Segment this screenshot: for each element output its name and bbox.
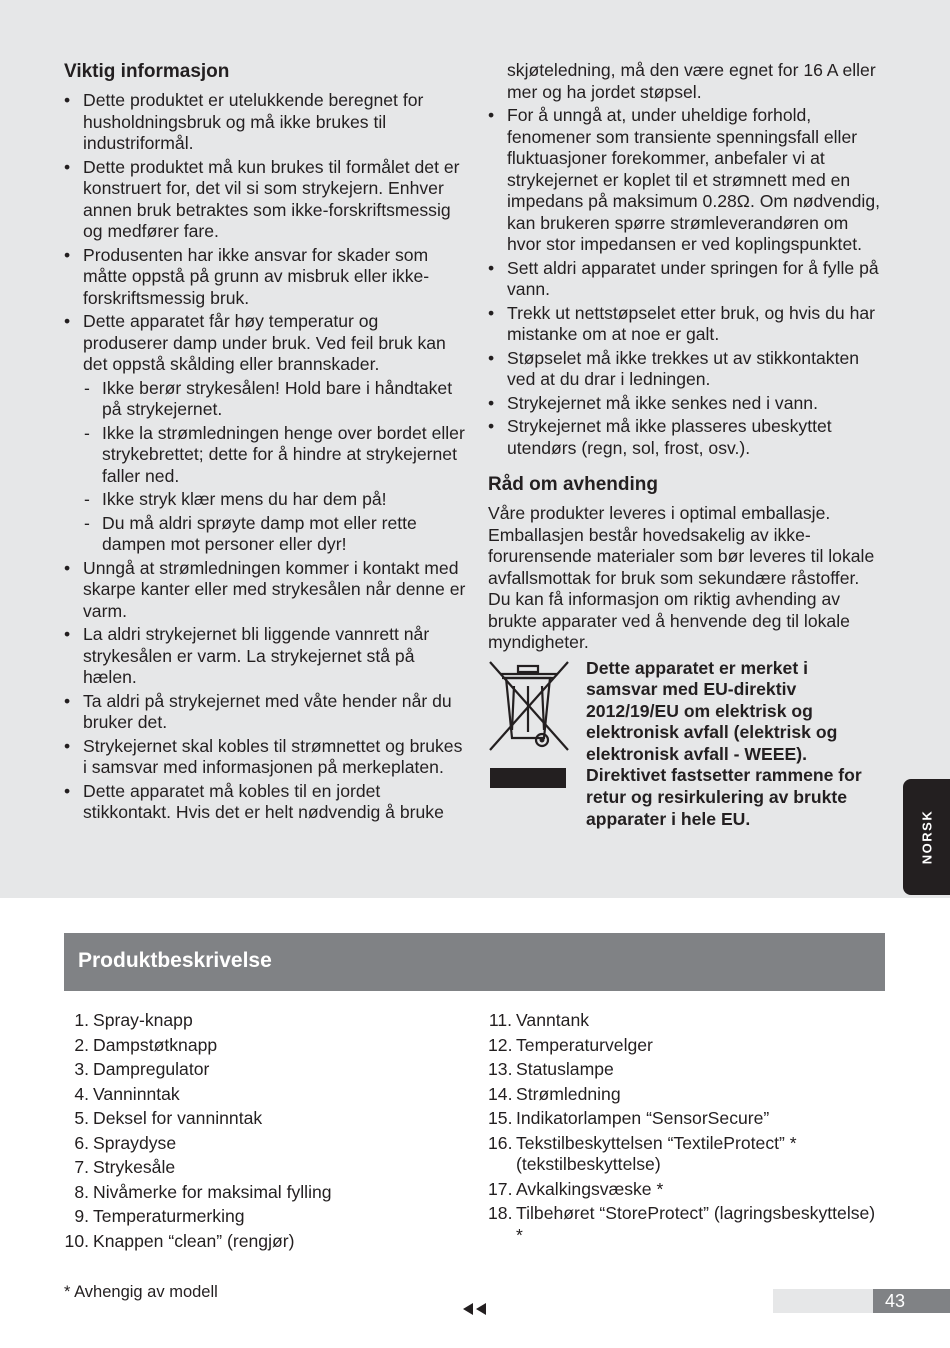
weee-notice (488, 658, 880, 831)
parts-list-left (64, 1010, 444, 1255)
part-list-item (488, 1133, 878, 1176)
bullet-list-item: • Dette produktet må kun brukes til formålet det er konstruert for, det vil si som strykejern. Enhver annen bruk betraktes som ikke-forskriftsmessig og medfører fare. (64, 157, 466, 243)
part-number: 6. (74, 1132, 89, 1153)
part-number: 8. (74, 1181, 89, 1202)
dash-list-item: - Du må aldri sprøyte damp mot eller rette dampen mot personer eller dyr! (64, 513, 466, 556)
part-number: 4. (74, 1083, 89, 1104)
part-label: Tilbehøret “StoreProtect” (lagringsbeskyttelse) * (516, 1203, 876, 1245)
dash-list-item: - Ikke stryk klær mens du har dem på! (64, 489, 466, 511)
part-number: 18. (488, 1203, 513, 1223)
part-list-item (64, 1084, 444, 1106)
bullet-list-item: • La aldri strykejernet bli liggende vannrett når strykesålen er varm. La strykejernet stå på hælen. (64, 624, 466, 689)
part-list-item (64, 1010, 444, 1032)
weee-text: Dette apparatet er merket i samsvar med EU-direktiv 2012/19/EU om elektrisk og elektronisk avfall (elektrisk og elektronisk avfall - WEEE). Direktivet fastsetter rammene for retur og resirkulering av brukte apparater i hele EU. (586, 657, 862, 829)
important-info-list-right (488, 60, 880, 459)
bullet-list-item: • Produsenten har ikke ansvar for skader som måtte oppstå på grunn av misbruk eller ikke-forskriftsmessig bruk. (64, 245, 466, 310)
part-label: Avkalkingsvæske * (516, 1178, 664, 1199)
part-label: Temperaturmerking (93, 1206, 245, 1226)
previous-page-icon[interactable] (462, 1302, 488, 1321)
page-number: 43 (885, 1291, 906, 1311)
part-list-item (488, 1203, 878, 1246)
disposal-paragraph: Våre produkter leveres i optimal emballasje. Emballasjen består hovedsakelig av ikke-forurensende materialer som bør leveres til lokale avfallsmottak for bruk som sekundære råstoffer. Du kan få informasjon om riktig avhending av brukte apparater ved å henvende deg til lokale myndigheter. (488, 503, 875, 652)
part-label: Deksel for vanninntak (93, 1108, 263, 1128)
part-label: Nivåmerke for maksimal fylling (93, 1181, 332, 1202)
part-label: Vanninntak (93, 1083, 180, 1104)
part-list-item (488, 1035, 878, 1057)
language-tab (903, 779, 950, 895)
part-list-item (64, 1157, 444, 1179)
important-info-column-right (488, 60, 880, 830)
part-label: Strømledning (516, 1083, 621, 1104)
part-number: 13. (488, 1059, 513, 1079)
part-number: 7. (74, 1157, 89, 1177)
part-label: Dampstøtknapp (93, 1034, 218, 1055)
important-info-list-left (64, 90, 466, 824)
part-label: Temperaturvelger (516, 1034, 653, 1055)
part-number: 15. (488, 1108, 513, 1128)
dash-list-item: - Ikke la strømledningen henge over bordet eller strykebrettet; dette for å hindre at strykejernet faller ned. (64, 423, 466, 488)
part-label: Indikatorlampen “SensorSecure” (516, 1108, 770, 1128)
part-number: 10. (64, 1230, 89, 1251)
part-list-item (64, 1108, 444, 1130)
part-label: Knappen “clean” (rengjør) (93, 1230, 295, 1251)
page-number-box (873, 1289, 950, 1313)
part-list-item (64, 1059, 444, 1081)
part-list-item (488, 1108, 878, 1130)
part-number: 2. (74, 1034, 89, 1055)
part-list-item (64, 1206, 444, 1228)
part-number: 3. (74, 1059, 89, 1079)
part-label: Statuslampe (516, 1059, 614, 1079)
part-number: 12. (488, 1034, 513, 1055)
bullet-list-item: • Dette produktet er utelukkende beregnet for husholdningsbruk og må ikke brukes til industriformål. (64, 90, 466, 155)
footnote: * Avhengig av modell (64, 1283, 218, 1301)
bullet-list-item: • Trekk ut nettstøpselet etter bruk, og hvis du har mistanke om at noe er galt. (488, 303, 880, 346)
part-label: Vanntank (516, 1010, 590, 1030)
bullet-list-item: • Ta aldri på strykejernet med våte hender når du bruker det. (64, 691, 466, 734)
important-info-column-left (64, 60, 466, 826)
part-list-item (64, 1133, 444, 1155)
part-number: 16. (488, 1132, 513, 1153)
part-label: Spraydyse (93, 1132, 177, 1153)
parts-list-right (488, 1010, 878, 1249)
crossed-out-wheelie-bin-icon (488, 660, 570, 788)
language-tab-label: NORSK (919, 809, 934, 865)
disposal-heading: Råd om avhending (488, 474, 658, 495)
part-number: 11. (488, 1010, 512, 1030)
product-description-title: Produktbeskrivelse (78, 949, 272, 972)
dash-list-item: - Ikke berør strykesålen! Hold bare i håndtaket på strykejernet. (64, 378, 466, 421)
part-list-item (64, 1035, 444, 1057)
part-label: Dampregulator (93, 1059, 210, 1079)
part-number: 9. (74, 1206, 89, 1226)
part-number: 14. (488, 1083, 513, 1104)
bullet-list-item: • Strykejernet må ikke senkes ned i vann. (488, 393, 880, 415)
bullet-list-item: • Støpselet må ikke trekkes ut av stikkontakten ved at du drar i ledningen. (488, 348, 880, 391)
bullet-list-item: • Sett aldri apparatet under springen for å fylle på vann. (488, 258, 880, 301)
part-list-item (488, 1010, 878, 1032)
part-list-item (64, 1231, 444, 1253)
part-label: Strykesåle (93, 1157, 176, 1177)
part-number: 1. (74, 1010, 89, 1030)
bullet-list-item: • Dette apparatet får høy temperatur og produserer damp under bruk. Ved feil bruk kan det oppstå skålding eller brannskader. (64, 311, 466, 376)
bullet-list-item: • For å unngå at, under uheldige forhold, fenomener som transiente spenningsfall eller fluktuasjoner forekommer, anbefaler vi at strykejernet er koplet til et strømnett med en impedans på maksimum 0.28Ω. Om nødvendig, kan brukeren spørre strømleverandøren om hvor stor impedansen er ved koplingspunktet. (488, 105, 880, 256)
bullet-list-item: • Strykejernet må ikke plasseres ubeskyttet utendørs (regn, sol, frost, osv.). (488, 416, 880, 459)
part-list-item (488, 1179, 878, 1201)
bullet-list-item: • Strykejernet skal kobles til strømnettet og brukes i samsvar med informasjonen på merkeplaten. (64, 736, 466, 779)
bullet-list-item: • Dette apparatet må kobles til en jordet stikkontakt. Hvis det er helt nødvendig å bruke (64, 781, 466, 824)
part-label: Tekstilbeskyttelsen “TextileProtect” * (tekstilbeskyttelse) (516, 1132, 797, 1174)
part-number: 17. (488, 1178, 513, 1199)
important-info-heading: Viktig informasjon (64, 61, 230, 82)
bullet-list-item: • Unngå at strømledningen kommer i kontakt med skarpe kanter eller med strykesålen når denne er varm. (64, 558, 466, 623)
page-bar (773, 1289, 873, 1313)
product-description-header (64, 933, 885, 991)
part-list-item (64, 1182, 444, 1204)
part-label: Spray-knapp (93, 1010, 193, 1030)
bullet-list-item: skjøteledning, må den være egnet for 16 A eller mer og ha jordet støpsel. (507, 60, 876, 102)
part-number: 5. (74, 1108, 89, 1128)
part-list-item (488, 1084, 878, 1106)
part-list-item (488, 1059, 878, 1081)
